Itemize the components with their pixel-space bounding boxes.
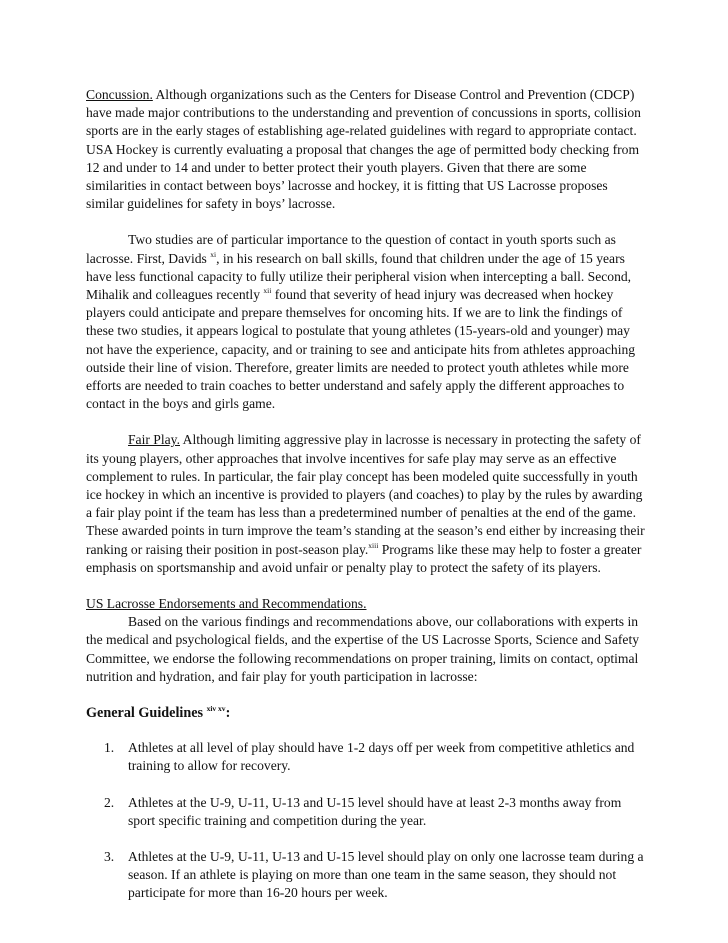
fair-play-paragraph bbox=[86, 431, 646, 577]
guidelines-heading-text: General Guidelines bbox=[86, 705, 207, 722]
studies-text-3: found that severity of head injury was decreased when hockey players could anticipate and prepare themselves for oncoming hits. If we are to link the findings of these two studies, it appears logical to postulate that young athletes (15-years-old and younger) may not have the experience, capacity, and or training to see and anticipate hits from athletes approaching outside their line of vision. Therefore, greater limits are needed to protect youth athletes while more efforts are needed to train coaches to better understand and safely apply the different approaches to contact in the boys and girls game. bbox=[86, 287, 636, 412]
list-item-text: Athletes at all level of play should have 1-2 days off per week from competitive athletics and training to allow for recovery. bbox=[128, 740, 635, 774]
document-page bbox=[86, 86, 646, 921]
studies-paragraph bbox=[86, 231, 646, 413]
footnote-ref-xi: xi bbox=[210, 249, 217, 259]
fair-play-text: Although limiting aggressive play in lacrosse is necessary in protecting the safety of its young players, other approaches that involve incentives for safe play may serve as an effective complement to rules. In particular, the fair play concept has been modeled quite successfully in youth ice hockey in which an incentive is provided to players (and coaches) to play by the rules by awarding a fair play point if the team has less than a predetermined number of penalties at the end of the game. These awarded points in turn improve the team’s standing at the season’s end either by increasing their ranking or raising their position in post-season play. bbox=[86, 432, 645, 557]
concussion-text: Although organizations such as the Centers for Disease Control and Prevention (CDCP) have made major contributions to the understanding and prevention of concussions in sports, collision sports are in the early stages of establishing age-related guidelines with regard to appropriate contact. USA Hockey is currently evaluating a proposal that changes the age of permitted body checking from 12 and under to 14 and under to better protect their youth players. Given that there are some similarities in contact between boys’ lacrosse and hockey, it is fitting that US Lacrosse proposes similar guidelines for safety in boys’ lacrosse. bbox=[86, 87, 641, 212]
list-item-text: Athletes at the U-9, U-11, U-13 and U-15 level should have at least 2-3 months away from sport specific training and competition during the year. bbox=[128, 794, 622, 828]
footnote-ref-xiii: xiii bbox=[368, 540, 379, 550]
footnote-ref-xiv-xv: xiv xv bbox=[206, 704, 226, 714]
fair-play-text-2: Programs like these may help to foster a greater emphasis on sportsmanship and avoid unfair or penalty play to protect the safety of its players. bbox=[86, 541, 642, 575]
list-item bbox=[86, 848, 646, 903]
footnote-ref-xii: xii bbox=[263, 286, 272, 296]
general-guidelines-heading bbox=[86, 704, 646, 722]
endorsements-paragraph: Based on the various findings and recommendations above, our collaborations with experts in the medical and psychological fields, and the expertise of the US Lacrosse Sports, Science and Safety Committee, we endorse the following recommendations on proper training, limits on contact, optimal nutrition and hydration, and fair play for youth participation in lacrosse: bbox=[86, 614, 640, 684]
studies-text-2: , in his research on ball skills, found that children under the age of 15 years have less functional capacity to fully utilize their peripheral vision when intercepting a ball. Second, Mihalik and colleagues recently bbox=[86, 250, 632, 303]
endorsements-heading: US Lacrosse Endorsements and Recommendations. bbox=[86, 596, 367, 612]
fair-play-heading: Fair Play. bbox=[128, 432, 180, 448]
endorsements-heading-line bbox=[86, 595, 646, 613]
list-item-text: Athletes at the U-9, U-11, U-13 and U-15 level should play on only one lacrosse team during a season. If an athlete is playing on more than one team in the same season, they should not participate for more than 16-20 hours per week. bbox=[128, 848, 644, 901]
list-item bbox=[86, 739, 646, 775]
list-item-number: 3. bbox=[104, 848, 115, 864]
studies-text-1: Two studies are of particular importance to the question of contact in youth sports such as lacrosse. First, Davids bbox=[86, 232, 616, 266]
concussion-heading: Concussion. bbox=[86, 87, 153, 102]
list-item-number: 1. bbox=[104, 740, 115, 756]
list-item bbox=[86, 794, 646, 830]
list-item-number: 2. bbox=[104, 794, 115, 810]
guidelines-colon: : bbox=[225, 705, 231, 722]
guidelines-list bbox=[86, 739, 646, 902]
concussion-paragraph bbox=[86, 86, 646, 213]
